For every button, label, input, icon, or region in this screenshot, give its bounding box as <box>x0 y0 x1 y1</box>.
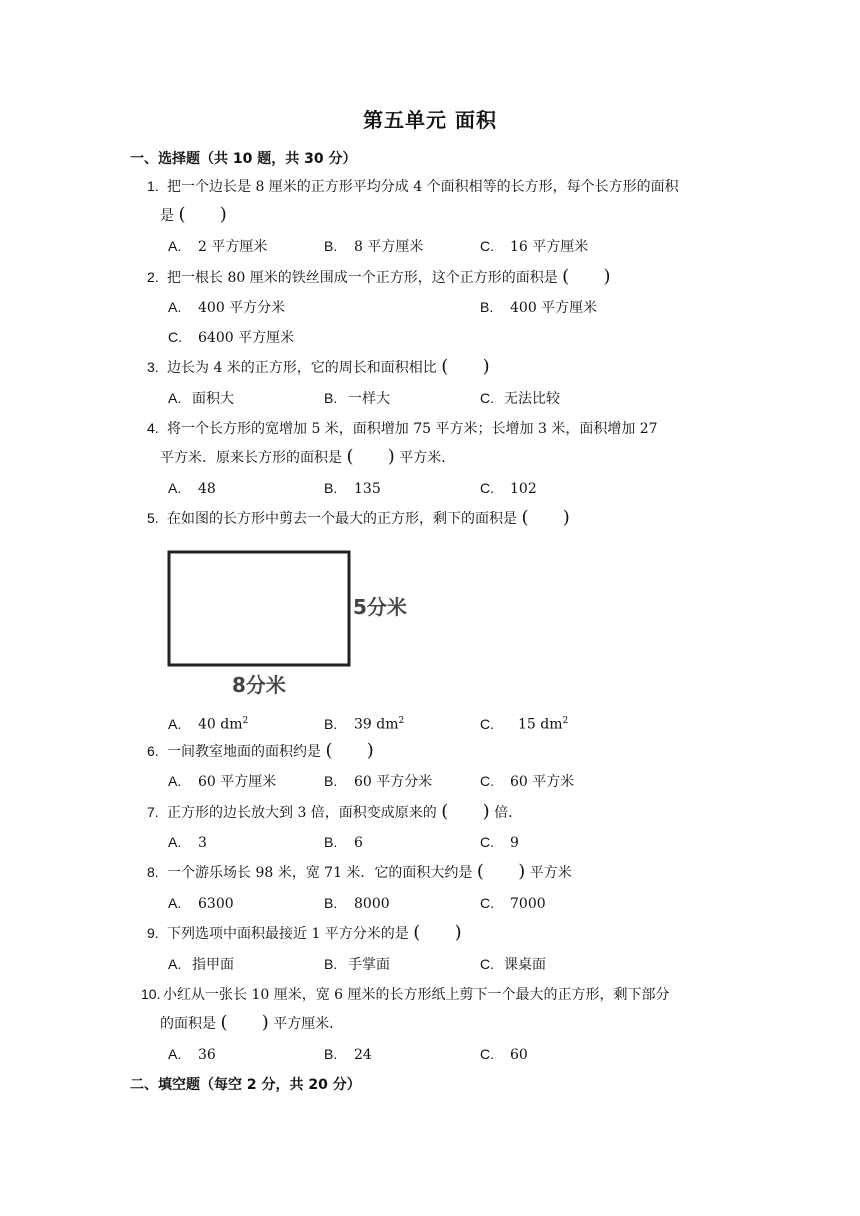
option-b[interactable]: B. 400 平方厘米 <box>480 299 598 316</box>
question-text: 把一根长 80 厘米的铁丝围成一个正方形，这个正方形的面积是 <box>167 270 558 286</box>
question-text: 一个游乐场长 98 米，宽 71 米．它的面积大约是 <box>167 865 473 881</box>
option-c[interactable]: C. 60 <box>480 1046 528 1063</box>
answer-blank[interactable]: ( ) <box>413 922 462 943</box>
option-c[interactable]: C. 15 $dm^2$ <box>480 715 569 733</box>
question-number: 9. <box>147 925 159 941</box>
question-number: 10. <box>141 986 161 1002</box>
rectangle-shape <box>169 552 349 665</box>
question-text: 在如图的长方形中剪去一个最大的正方形，剩下的面积是 <box>167 511 517 527</box>
answer-blank[interactable]: ( ) <box>178 204 227 225</box>
option-b[interactable]: B. 手掌面 <box>324 956 390 973</box>
option-a[interactable]: A. 指甲面 <box>168 956 234 973</box>
section-heading-fill-blank: 二、填空题（每空 2 分，共 20 分） <box>130 1077 361 1093</box>
section-heading-choice: 一、选择题（共 10 题，共 30 分） <box>130 151 357 167</box>
option-c[interactable]: C. 7000 <box>480 895 546 912</box>
option-b[interactable]: B. 一样大 <box>324 390 390 407</box>
question-9 <box>147 923 462 944</box>
question-text-after: 平方米． <box>399 450 456 466</box>
question-7 <box>147 802 522 823</box>
question-text: 将一个长方形的宽增加 5 米，面积增加 75 平方米；长增加 3 米，面积增加 27 <box>167 421 658 437</box>
question-text-cont: 的面积是 <box>160 1016 216 1032</box>
question-text: 边长为 4 米的正方形，它的周长和面积相比 <box>167 360 437 376</box>
question-6 <box>147 741 374 762</box>
question-text-cont: 平方米．原来长方形的面积是 <box>160 450 342 466</box>
question-4 <box>147 418 658 439</box>
answer-blank[interactable]: ( ) <box>476 861 526 882</box>
option-b[interactable]: B. 135 <box>324 480 381 497</box>
answer-blank[interactable]: ( ) <box>521 507 570 528</box>
option-b[interactable]: B. 8000 <box>324 895 390 912</box>
option-a[interactable]: A. 6300 <box>168 895 234 912</box>
question-number: 6. <box>147 743 159 759</box>
option-a[interactable]: A. 400 平方分米 <box>168 299 286 316</box>
question-3 <box>147 357 490 378</box>
question-4-line2 <box>160 447 455 468</box>
option-b[interactable]: B. 60 平方分米 <box>324 773 433 790</box>
rectangle-figure <box>160 545 430 705</box>
question-number: 2. <box>147 269 159 285</box>
question-number: 5. <box>147 510 159 526</box>
answer-blank[interactable]: ( ) <box>562 266 611 287</box>
question-number: 7. <box>147 804 159 820</box>
question-number: 4. <box>147 420 159 436</box>
option-c[interactable]: C. 课桌面 <box>480 956 546 973</box>
answer-blank[interactable]: ( ) <box>441 801 490 822</box>
question-text: 一间教室地面的面积约是 <box>167 744 321 760</box>
option-c[interactable]: C. 102 <box>480 480 537 497</box>
option-b[interactable]: B. 39 $dm^2$ <box>324 715 405 733</box>
question-text-after: 平方厘米． <box>273 1016 344 1032</box>
option-a[interactable]: A. 3 <box>168 834 207 851</box>
option-c[interactable]: C. 无法比较 <box>480 390 560 407</box>
question-text-after: 平方米 <box>529 865 572 881</box>
option-a[interactable]: A. 60 平方厘米 <box>168 773 277 790</box>
question-text: 把一个边长是 8 厘米的正方形平均分成 4 个面积相等的长方形，每个长方形的面积 <box>167 179 679 195</box>
question-text-after: 倍． <box>494 805 523 821</box>
option-a[interactable]: A. 36 <box>168 1046 216 1063</box>
answer-blank[interactable]: ( ) <box>441 356 490 377</box>
answer-blank[interactable]: ( ) <box>220 1012 269 1033</box>
question-8 <box>147 862 572 883</box>
question-number: 8. <box>147 864 159 880</box>
question-2 <box>147 267 611 288</box>
question-text: 小红从一张长 10 厘米，宽 6 厘米的长方形纸上剪下一个最大的正方形，剩下部分 <box>163 987 670 1003</box>
question-10 <box>141 984 670 1005</box>
option-a[interactable]: A. 40 $dm^2$ <box>168 715 249 733</box>
option-c[interactable]: C. 9 <box>480 834 519 851</box>
page-title: 第五单元 面积 <box>363 108 497 132</box>
question-number: 1. <box>147 178 159 194</box>
option-c[interactable]: C. 6400 平方厘米 <box>168 329 295 346</box>
option-a[interactable]: A. 2 平方厘米 <box>168 238 268 255</box>
option-a[interactable]: A. 48 <box>168 480 216 497</box>
side-length-label: 5分米 <box>353 595 407 619</box>
bottom-length-label: 8分米 <box>232 673 286 697</box>
option-a[interactable]: A. 面积大 <box>168 390 234 407</box>
question-text-cont: 是 <box>160 208 174 224</box>
question-10-line2 <box>160 1013 343 1034</box>
option-b[interactable]: B. 8 平方厘米 <box>324 238 424 255</box>
option-c[interactable]: C. 16 平方厘米 <box>480 238 589 255</box>
option-b[interactable]: B. 24 <box>324 1046 372 1063</box>
question-1 <box>147 176 679 197</box>
question-text: 正方形的边长放大到 3 倍，面积变成原来的 <box>167 805 437 821</box>
option-c[interactable]: C. 60 平方米 <box>480 773 575 790</box>
question-text: 下列选项中面积最接近 1 平方分米的是 <box>167 926 409 942</box>
option-b[interactable]: B. 6 <box>324 834 363 851</box>
answer-blank[interactable]: ( ) <box>346 446 395 467</box>
question-1-line2 <box>160 205 227 226</box>
question-number: 3. <box>147 359 159 375</box>
question-5 <box>147 508 570 529</box>
answer-blank[interactable]: ( ) <box>325 740 374 761</box>
